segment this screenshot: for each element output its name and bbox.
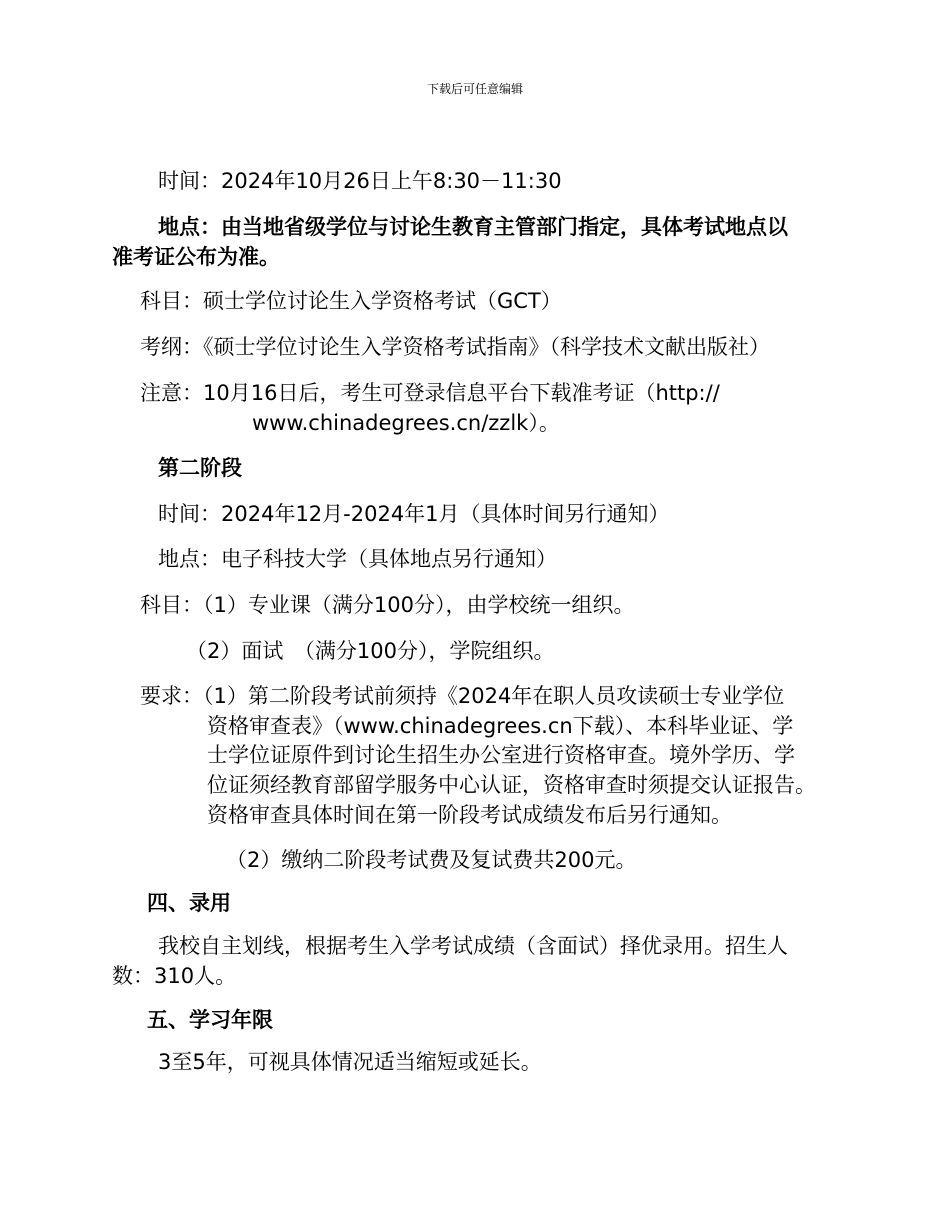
- stage1-note-line2: www.chinadegrees.cn/zzlk）。: [252, 411, 560, 435]
- stage2-requirement-line2: 资格审查表》（www.chinadegrees.cn下载）、本科毕业证、学: [207, 714, 794, 738]
- stage2-time: 时间：2024年12月-2024年1月（具体时间另行通知）: [158, 502, 670, 526]
- section4-heading: 四、录用: [147, 891, 231, 915]
- stage2-subject-line2: （2）面试 （满分100分），学院组织。: [186, 639, 555, 663]
- stage2-requirement-line3: 士学位证原件到讨论生招生办公室进行资格审查。境外学历、学: [207, 743, 795, 767]
- stage2-heading: 第二阶段: [158, 456, 242, 480]
- stage1-time: 时间：2024年10月26日上午8:30－11:30: [158, 169, 562, 193]
- section5-heading: 五、学习年限: [147, 1008, 273, 1032]
- section4-text-line2: 数：310人。: [112, 964, 237, 988]
- stage2-requirement-line1: 要求：（1）第二阶段考试前须持《2024年在职人员攻读硕士专业学位: [140, 684, 785, 708]
- stage2-place: 地点：电子科技大学（具体地点另行通知）: [158, 547, 557, 571]
- stage1-note-line1: 注意：10月16日后，考生可登录信息平台下载准考证（http://: [140, 381, 720, 405]
- stage1-place-line1: 地点：由当地省级学位与讨论生教育主管部门指定，具体考试地点以: [158, 215, 788, 239]
- header-note: 下载后可任意编辑: [426, 82, 523, 96]
- stage1-place-line2: 准考证公布为准。: [112, 245, 280, 269]
- stage2-requirement-line5: 资格审查具体时间在第一阶段考试成绩发布后另行通知。: [207, 803, 732, 827]
- section5-text: 3至5年，可视具体情况适当缩短或延长。: [158, 1050, 542, 1074]
- section4-text-line1: 我校自主划线，根据考生入学考试成绩（含面试）择优录用。招生人: [158, 934, 788, 958]
- stage1-syllabus: 考纲：《硕士学位讨论生入学资格考试指南》（科学技术文献出版社）: [140, 335, 770, 359]
- stage2-subject-line1: 科目：（1）专业课（满分100分），由学校统一组织。: [140, 593, 635, 617]
- stage1-subject: 科目：硕士学位讨论生入学资格考试（GCT）: [140, 289, 562, 313]
- stage2-requirement-line4: 位证须经教育部留学服务中心认证，资格审查时须提交认证报告。: [207, 773, 816, 797]
- stage2-requirement-line6: （2）缴纳二阶段考试费及复试费共200元。: [226, 848, 637, 872]
